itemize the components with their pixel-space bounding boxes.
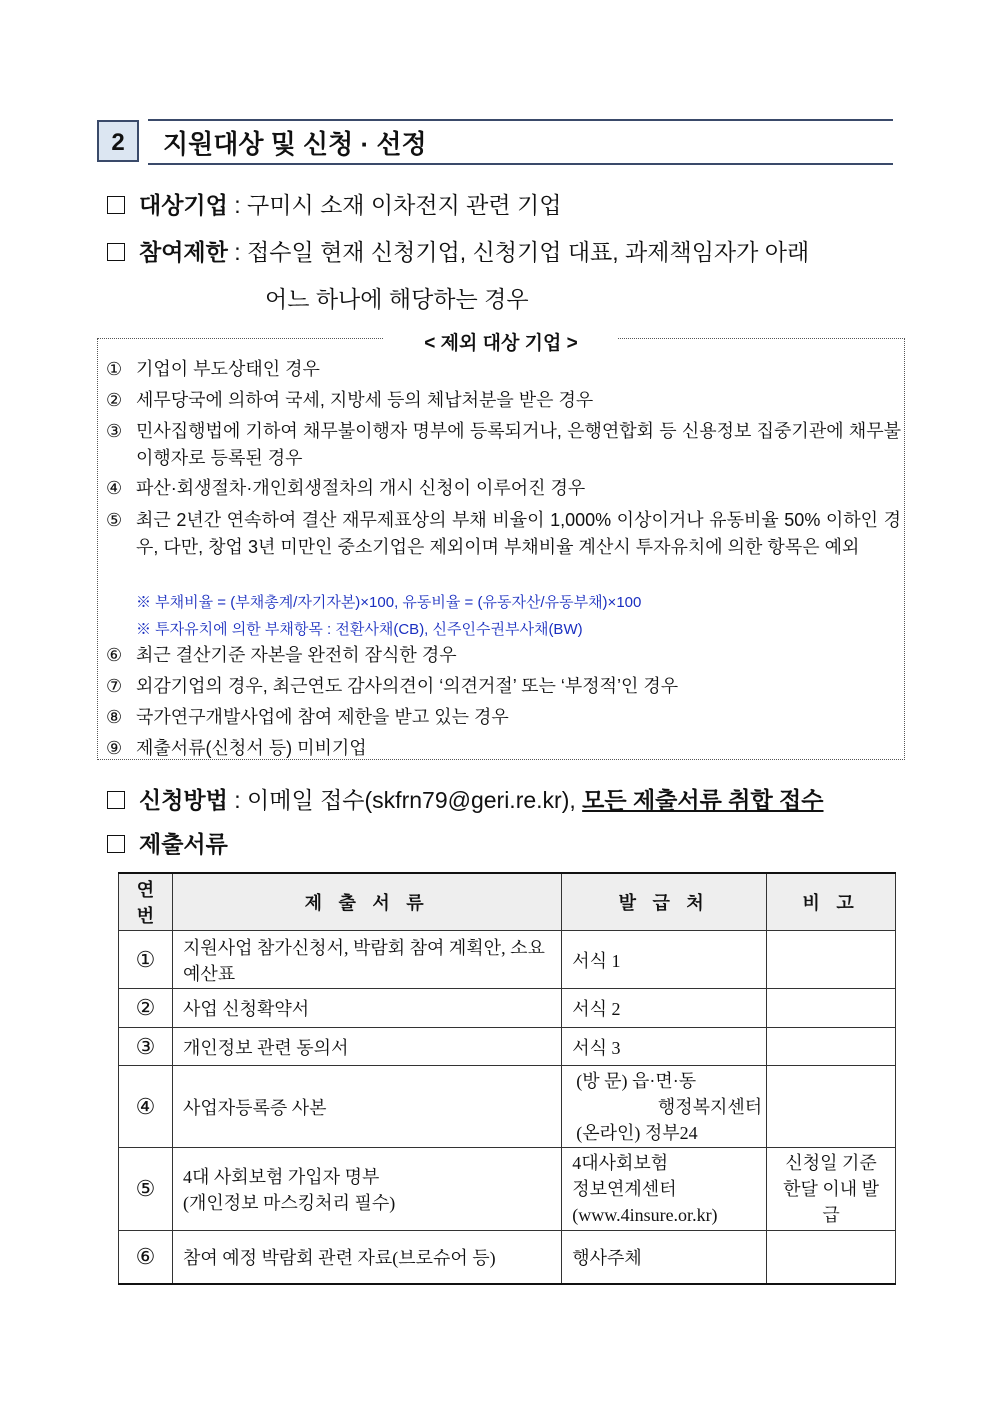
exclusion-item: ① 기업이 부도상태인 경우	[106, 359, 320, 379]
target-label: 대상기업	[139, 192, 228, 218]
cell-doc: 개인정보 관련 동의서	[172, 1028, 561, 1066]
table-row	[119, 1066, 896, 1148]
exclusion-item: ⑥ 최근 결산기준 자본을 완전히 잠식한 경우	[106, 645, 457, 665]
cell-note	[767, 1066, 896, 1148]
apply-row	[107, 782, 824, 815]
cell-note	[767, 1231, 896, 1284]
cell-no: ⑤	[119, 1148, 173, 1231]
note: ※ 투자유치에 의한 부채항목 : 전환사채(CB), 신주인수권부사채(BW)	[136, 621, 583, 638]
cell-no: ③	[119, 1028, 173, 1066]
table-row	[119, 931, 896, 989]
checkbox-square-icon	[107, 835, 125, 853]
cell-doc: 사업 신청확약서	[172, 989, 561, 1028]
checkbox-square-icon	[107, 243, 125, 261]
table-row	[119, 1028, 896, 1066]
section-title: 지원대상 및 신청 · 선정	[163, 129, 427, 159]
restriction-text: : 접수일 현재 신청기업, 신청기업 대표, 과제책임자가 아래	[227, 239, 810, 265]
cell-issuer: 서식 3	[562, 1028, 767, 1066]
exclusion-item: ⑤ 최근 2년간 연속하여 결산 재무제표상의 부채 비율이 1,000% 이상이거나 유동비율 50% 이하인 경우, 다만, 창업 3년 미만인 중소기업은 제외이며 부채비율 계산시 투자유치에 의한 항목은 예외	[106, 510, 901, 557]
restriction-row	[107, 234, 809, 267]
docs-row	[107, 826, 228, 859]
header-cell: 발 급 처	[562, 873, 767, 931]
docs-label: 제출서류	[139, 831, 228, 857]
cell-no: ⑥	[119, 1231, 173, 1284]
table-header	[119, 873, 896, 931]
section-number: 2	[97, 120, 139, 162]
table-row	[119, 989, 896, 1028]
checkbox-square-icon	[107, 791, 125, 809]
header-cell: 연번	[119, 873, 173, 931]
cell-issuer: 서식 1	[562, 931, 767, 989]
exclusion-item: ② 세무당국에 의하여 국세, 지방세 등의 체납처분을 받은 경우	[106, 390, 594, 410]
exclusion-title: < 제외 대상 기업 >	[0, 328, 992, 355]
cell-note	[767, 931, 896, 989]
divider	[148, 163, 893, 165]
apply-text: : 이메일 접수(skfrn79@geri.re.kr),	[227, 787, 583, 813]
exclusion-item: ④ 파산·회생절차·개인회생절차의 개시 신청이 이루어진 경우	[106, 478, 586, 498]
cell-issuer: 서식 2	[562, 989, 767, 1028]
apply-emphasis: 모든 제출서류 취합 접수	[582, 787, 824, 813]
target-row	[107, 187, 561, 220]
documents-table	[118, 872, 896, 1285]
header-cell: 제 출 서 류	[172, 873, 561, 931]
exclusion-item: ⑦ 외감기업의 경우, 최근연도 감사의견이 ‘의견거절’ 또는 ‘부정적’인 경우	[106, 676, 679, 696]
cell-doc: 4대 사회보험 가입자 명부 (개인정보 마스킹처리 필수)	[172, 1148, 561, 1231]
cell-issuer: 행사주체	[562, 1231, 767, 1284]
header-cell: 비 고	[767, 873, 896, 931]
cell-no: ②	[119, 989, 173, 1028]
table-row	[119, 1231, 896, 1284]
target-text: : 구미시 소재 이차전지 관련 기업	[227, 192, 562, 218]
cell-doc: 참여 예정 박람회 관련 자료(브로슈어 등)	[172, 1231, 561, 1284]
apply-label: 신청방법	[139, 787, 228, 813]
exclusion-item: ③ 민사집행법에 기하여 채무불이행자 명부에 등록되거나, 은행연합회 등 신용정보 집중기관에 채무불이행자로 등록된 경우	[106, 421, 901, 468]
restriction-label: 참여제한	[139, 239, 228, 265]
divider	[148, 119, 893, 121]
cell-note	[767, 989, 896, 1028]
checkbox-square-icon	[107, 196, 125, 214]
restriction-text-2: 어느 하나에 해당하는 경우	[265, 286, 529, 312]
cell-issuer: (방 문) 읍·면·동 행정복지센터 (온라인) 정부24	[562, 1066, 767, 1148]
cell-note	[767, 1028, 896, 1066]
note: ※ 부채비율 = (부채총계/자기자본)×100, 유동비율 = (유동자산/유동부채)×100	[136, 594, 642, 611]
cell-no: ①	[119, 931, 173, 989]
table-row	[119, 1148, 896, 1231]
cell-doc: 지원사업 참가신청서, 박람회 참여 계획안, 소요예산표	[172, 931, 561, 989]
cell-no: ④	[119, 1066, 173, 1148]
cell-note: 신청일 기준 한달 이내 발급	[767, 1148, 896, 1231]
cell-issuer: 4대사회보험 정보연계센터 (www.4insure.or.kr)	[562, 1148, 767, 1231]
exclusion-item: ⑨ 제출서류(신청서 등) 미비기업	[106, 738, 367, 758]
exclusion-item: ⑧ 국가연구개발사업에 참여 제한을 받고 있는 경우	[106, 707, 509, 727]
cell-doc: 사업자등록증 사본	[172, 1066, 561, 1148]
